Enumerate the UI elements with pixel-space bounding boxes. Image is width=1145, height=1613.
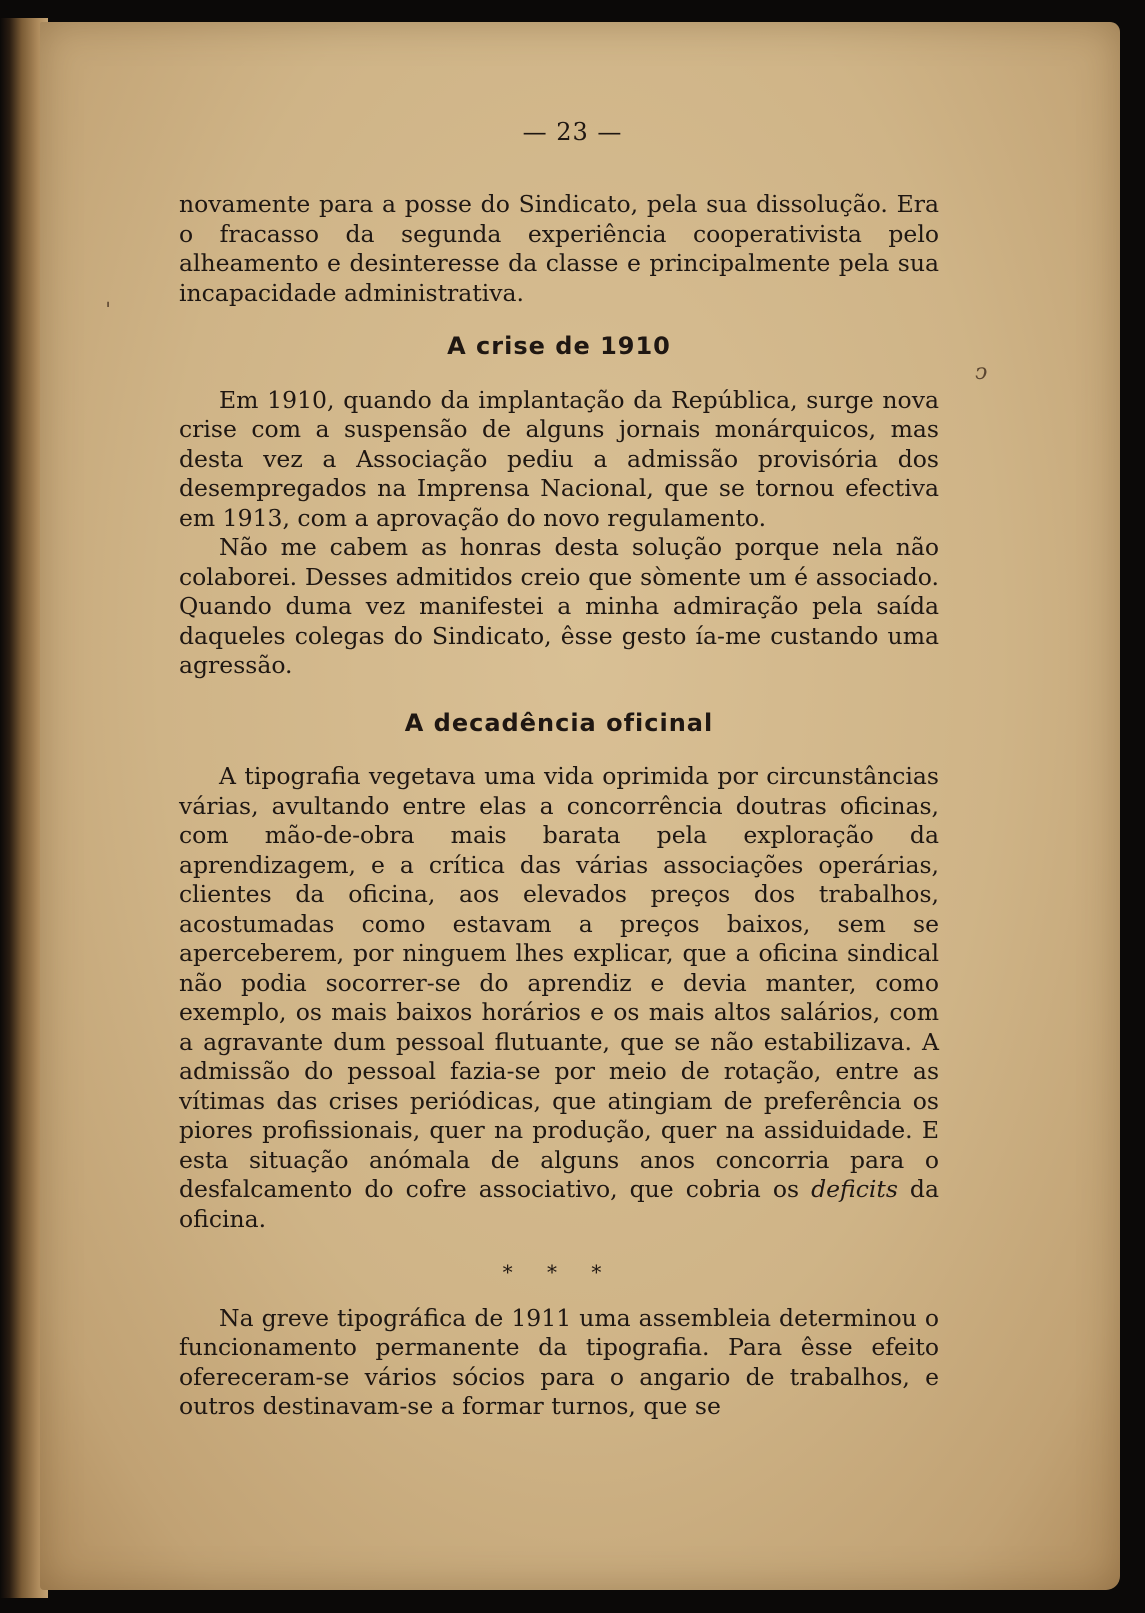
paragraph-4-end: da oficina. bbox=[179, 1175, 939, 1233]
text-block bbox=[179, 190, 939, 1422]
paragraph-4-italic: deficits bbox=[811, 1175, 898, 1203]
section-heading-decadencia: A decadência oficinal bbox=[404, 708, 714, 737]
section-heading-crise-1910: A crise de 1910 bbox=[447, 332, 671, 360]
paragraph-3: Não me cabem as honras desta solução porque nela não colaborei. Desses admitidos creio que sòmente um é associado. Quando duma vez manifestei a minha admiração pela saída daqueles colegas do Sindicato, êsse gesto ía-me custando uma agressão. bbox=[179, 533, 939, 679]
paragraph-2: Em 1910, quando da implantação da República, surge nova crise com a suspensão de alguns jornais monárquicos, mas desta vez a Associação pediu a admissão provisória dos desempregados na Imprensa Nacional, que se tornou efectiva em 1913, com a aprovação do novo regulamento. bbox=[179, 385, 939, 532]
margin-mark: ˈ bbox=[105, 300, 112, 325]
paragraph-4-text: A tipografia vegetava uma vida oprimida por circunstâncias várias, avultando entre elas a concorrência doutras oficinas, com mão-de-obra mais barata pela exploração da aprendizagem, e a crítica das várias associações operárias, clientes da oficina, aos elevados preços dos trabalhos, acostumadas como estavam a preços baixos, sem se aperceberem, por ninguem lhes explicar, que a oficina sindical não podia socorrer-se do aprendiz e devia manter, como exemplo, os mais baixos horários e os mais altos salários, com a agravante dum pessoal flutuante, que se não estabilizava. A admissão do pessoal fazia-se por meio de rotação, entre as vítimas das crises periódicas, que atingiam de preferência os piores profissionais, quer na produção, quer na assiduidade. E esta situação anómala de alguns anos concorria para o desfalcamento do cofre associativo, que cobria os bbox=[179, 762, 939, 1203]
paragraph-4 bbox=[179, 762, 939, 1234]
paragraph-1: novamente para a posse do Sindicato, pela sua dissolução. Era o fracasso da segunda experiência cooperativista pelo alheamento e desinteresse da classe e principalmente pela sua incapacidade administrativa. bbox=[179, 190, 939, 307]
paragraph-5: Na greve tipográfica de 1911 uma assembleia determinou o funcionamento permanente da tipografia. Para êsse efeito ofereceram-se vários sócios para o angario de trabalhos, e outros destinavam-se a formar turnos, que se bbox=[179, 1303, 939, 1420]
pencil-mark: ↄ bbox=[975, 360, 988, 385]
page-number: — 23 — bbox=[522, 118, 623, 146]
section-separator: * * * bbox=[502, 1260, 616, 1284]
